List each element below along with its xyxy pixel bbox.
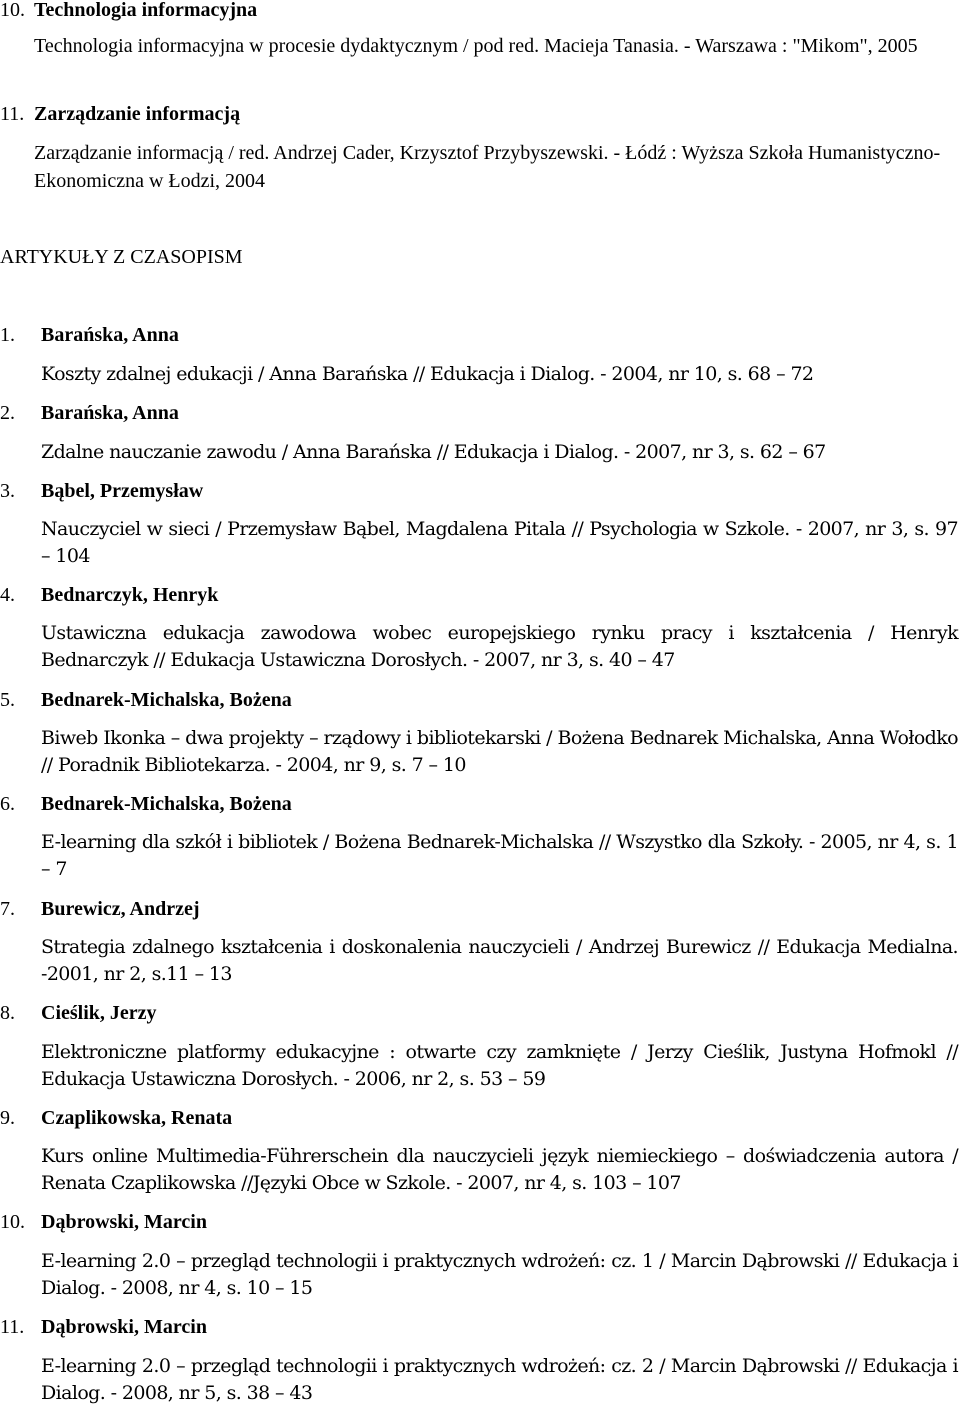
article-entry-number: 2. [0, 402, 15, 424]
article-entry-description: E-learning 2.0 – przegląd technologii i praktycznych wdrożeń: cz. 2 / Marcin Dąbrowski // Edukacja i Dialog. - 2008, nr 5, s. 38 – 43 [41, 1355, 958, 1404]
article-entry-number: 10. [0, 1211, 25, 1233]
article-entry-number: 3. [0, 480, 15, 502]
article-entry-description: Strategia zdalnego kształcenia i doskonalenia nauczycieli / Andrzej Burewicz // Edukacja Medialna. -2001, nr 2, s.11 – 13 [41, 936, 958, 985]
article-entry-number: 5. [0, 689, 15, 711]
book-entry-description: Technologia informacyjna w procesie dydaktycznym / pod red. Macieja Tanasia. - Warszawa : "Mikom", 2005 [34, 35, 918, 57]
section-heading: ARTYKUŁY Z CZASOPISM [0, 246, 243, 268]
article-entry-number: 9. [0, 1107, 15, 1129]
article-entry-description: Kurs online Multimedia-Führerschein dla nauczycieli język niemieckiego – doświadczenia autora / Renata Czaplikowska //Języki Obce w Szkole. - 2007, nr 4, s. 103 – 107 [41, 1145, 958, 1194]
article-entry-author: Dąbrowski, Marcin [41, 1316, 207, 1338]
article-entry-author: Barańska, Anna [41, 402, 179, 424]
article-entry-author: Bednarek-Michalska, Bożena [41, 689, 292, 711]
book-entry-title: Zarządzanie informacją [34, 103, 241, 125]
article-entry-author: Cieślik, Jerzy [41, 1002, 157, 1024]
book-entry-number: 11. [0, 103, 25, 125]
article-entry-description: E-learning 2.0 – przegląd technologii i praktycznych wdrożeń: cz. 1 / Marcin Dąbrowski // Edukacja i Dialog. - 2008, nr 4, s. 10 – 15 [41, 1250, 958, 1299]
article-entry-description: Nauczyciel w sieci / Przemysław Bąbel, Magdalena Pitala // Psychologia w Szkole. - 2007, nr 3, s. 97 – 104 [41, 518, 958, 567]
article-entry-number: 1. [0, 324, 15, 346]
article-entry-number: 6. [0, 793, 15, 815]
article-entry-author: Burewicz, Andrzej [41, 898, 200, 920]
book-entry-description: Zarządzanie informacją / red. Andrzej Cader, Krzysztof Przybyszewski. - Łódź : Wyższa Szkoła Humanistyczno-Ekonomiczna w Łodzi, 2004 [34, 142, 941, 192]
book-entry-number: 10. [0, 0, 25, 21]
article-entry-number: 4. [0, 584, 15, 606]
article-entry-description: Ustawiczna edukacja zawodowa wobec europejskiego rynku pracy i kształcenia / Henryk Bednarczyk // Edukacja Ustawiczna Dorosłych. - 2007, nr 3, s. 40 – 47 [41, 622, 958, 671]
book-entry-title: Technologia informacyjna [34, 0, 258, 21]
article-entry-author: Bąbel, Przemysław [41, 480, 204, 502]
article-entry-description: Zdalne nauczanie zawodu / Anna Barańska // Edukacja i Dialog. - 2007, nr 3, s. 62 – 67 [41, 441, 826, 463]
article-entry-description: E-learning dla szkół i bibliotek / Bożena Bednarek-Michalska // Wszystko dla Szkoły. - 2005, nr 4, s. 1 – 7 [41, 831, 958, 880]
article-entry-number: 8. [0, 1002, 15, 1024]
article-entry-author: Dąbrowski, Marcin [41, 1211, 207, 1233]
article-entry-description: Biweb Ikonka – dwa projekty – rządowy i bibliotekarski / Bożena Bednarek Michalska, Anna Wołodko // Poradnik Bibliotekarza. - 2004, nr 9, s. 7 – 10 [41, 727, 958, 776]
article-entry-author: Czaplikowska, Renata [41, 1107, 233, 1129]
article-entry-author: Bednarczyk, Henryk [41, 584, 219, 606]
article-entry-number: 11. [0, 1316, 25, 1338]
article-entry-description: Koszty zdalnej edukacji / Anna Barańska // Edukacja i Dialog. - 2004, nr 10, s. 68 – 72 [41, 363, 814, 385]
article-entry-author: Bednarek-Michalska, Bożena [41, 793, 292, 815]
article-entry-description: Elektroniczne platformy edukacyjne : otwarte czy zamknięte / Jerzy Cieślik, Justyna Hofmokl // Edukacja Ustawiczna Dorosłych. - 2006, nr 2, s. 53 – 59 [41, 1041, 958, 1090]
article-entry-number: 7. [0, 898, 15, 920]
article-entry-author: Barańska, Anna [41, 324, 179, 346]
